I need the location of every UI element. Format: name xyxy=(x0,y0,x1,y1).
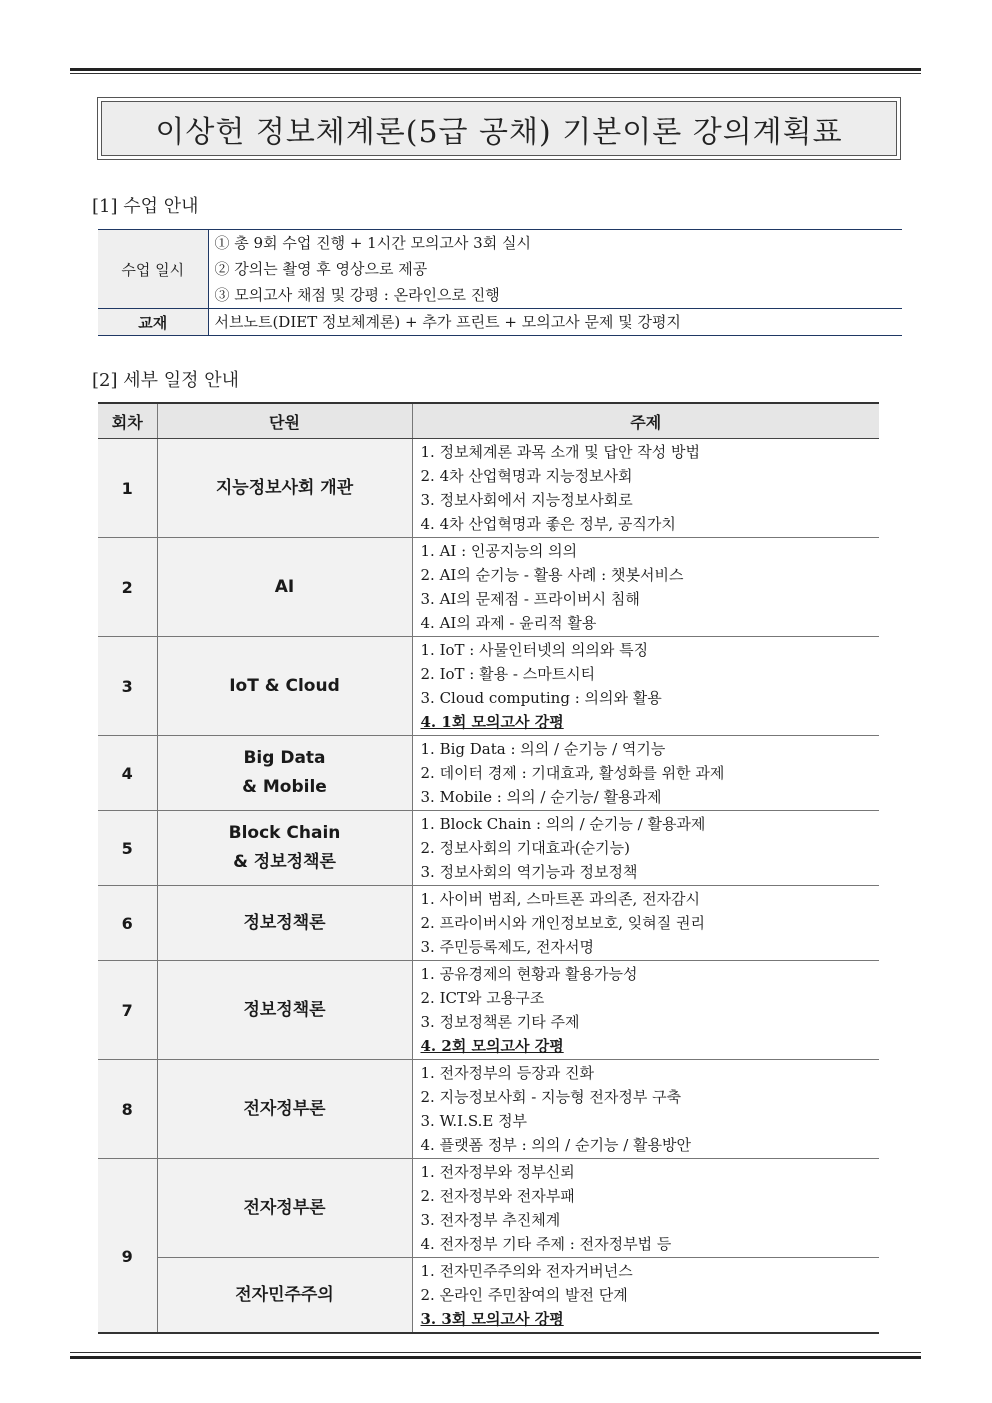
unit-title-line: Block Chain xyxy=(228,823,341,843)
topic-list xyxy=(412,886,879,961)
info-row xyxy=(98,230,902,309)
schedule-table xyxy=(98,402,879,1334)
topic-item: 2. 정보사회의 기대효과(순기능) xyxy=(420,839,630,857)
unit-title-line: 전자정부론 xyxy=(243,1098,326,1119)
topic-item: 1. Big Data : 의의 / 순기능 / 역기능 xyxy=(420,740,666,758)
topic-list xyxy=(412,1258,879,1334)
topic-item: 2. 온라인 주민참여의 발전 단계 xyxy=(420,1286,628,1304)
page-title: 이상헌 정보체계론(5급 공채) 기본이론 강의계획표 xyxy=(155,114,843,150)
topic-item: 3. 3회 모의고사 강평 xyxy=(420,1310,564,1328)
topic-item: 3. AI의 문제점 - 프라이버시 침해 xyxy=(420,590,640,608)
unit-title-line: 전자정부론 xyxy=(243,1197,326,1218)
unit-title xyxy=(157,811,412,886)
unit-title-line: 정보정책론 xyxy=(243,999,326,1020)
topic-item: 1. 전자민주주의와 전자거버넌스 xyxy=(420,1262,633,1280)
schedule-row xyxy=(98,637,879,736)
schedule-row xyxy=(98,1060,879,1159)
unit-title-line: & Mobile xyxy=(242,777,327,797)
schedule-row xyxy=(98,439,879,538)
unit-title xyxy=(157,439,412,538)
topic-item: 2. AI의 순기능 - 활용 사례 : 챗봇서비스 xyxy=(420,566,684,584)
unit-title xyxy=(157,961,412,1060)
top-rule-thin xyxy=(70,73,921,74)
topic-list xyxy=(412,961,879,1060)
unit-title-line: 지능정보사회 개관 xyxy=(215,477,354,498)
topic-item: 1. 공유경제의 현황과 활용가능성 xyxy=(420,965,638,983)
topic-item: 3. 주민등록제도, 전자서명 xyxy=(420,938,595,956)
info-value xyxy=(208,230,902,309)
info-line: ① 총 9회 수업 진행 + 1시간 모의고사 3회 실시 xyxy=(214,234,531,252)
info-label: 교재 xyxy=(98,309,208,336)
session-number: 8 xyxy=(98,1060,157,1159)
topic-item: 2. 데이터 경제 : 기대효과, 활성화를 위한 과제 xyxy=(420,764,725,782)
topic-item: 3. 정보사회의 역기능과 정보정책 xyxy=(420,863,638,881)
session-number: 3 xyxy=(98,637,157,736)
info-line: ② 강의는 촬영 후 영상으로 제공 xyxy=(214,260,428,278)
topic-item: 4. 1회 모의고사 강평 xyxy=(420,713,564,731)
schedule-header-row xyxy=(98,403,879,439)
unit-title-line: & 정보정책론 xyxy=(233,852,336,872)
topic-item: 1. 전자정부와 정부신뢰 xyxy=(420,1163,575,1181)
unit-title xyxy=(157,1258,412,1334)
topic-item: 2. 전자정부와 전자부패 xyxy=(420,1187,575,1205)
topic-item: 3. 정보정책론 기타 주제 xyxy=(420,1013,580,1031)
topic-list xyxy=(412,637,879,736)
topic-item: 3. Cloud computing : 의의와 활용 xyxy=(420,689,662,707)
topic-item: 1. IoT : 사물인터넷의 의의와 특징 xyxy=(420,641,649,659)
topic-list xyxy=(412,439,879,538)
class-info-table xyxy=(98,229,902,336)
topic-item: 1. 전자정부의 등장과 진화 xyxy=(420,1064,595,1082)
schedule-row xyxy=(98,961,879,1060)
schedule-row xyxy=(98,736,879,811)
section2-heading: [2] 세부 일정 안내 xyxy=(92,370,239,391)
session-number: 4 xyxy=(98,736,157,811)
schedule-row xyxy=(98,1258,879,1334)
header-no: 회차 xyxy=(98,403,157,439)
bottom-rule-thin xyxy=(70,1352,921,1353)
info-value xyxy=(208,309,902,336)
topic-item: 1. AI : 인공지능의 의의 xyxy=(420,542,578,560)
bottom-rule xyxy=(70,1356,921,1359)
topic-item: 4. 플랫폼 정부 : 의의 / 순기능 / 활용방안 xyxy=(420,1136,691,1154)
info-label: 수업 일시 xyxy=(98,230,208,309)
topic-item: 3. 전자정부 추진체계 xyxy=(420,1211,561,1229)
session-number: 5 xyxy=(98,811,157,886)
title-box xyxy=(97,97,901,160)
topic-item: 1. 사이버 범죄, 스마트폰 과의존, 전자감시 xyxy=(420,890,701,908)
topic-item: 3. Mobile : 의의 / 순기능/ 활용과제 xyxy=(420,788,662,806)
topic-item: 4. AI의 과제 - 윤리적 활용 xyxy=(420,614,597,632)
unit-title xyxy=(157,1060,412,1159)
topic-item: 2. 지능정보사회 - 지능형 전자정부 구축 xyxy=(420,1088,682,1106)
unit-title-line: 정보정책론 xyxy=(243,912,326,933)
topic-item: 4. 전자정부 기타 주제 : 전자정부법 등 xyxy=(420,1235,672,1253)
unit-title xyxy=(157,886,412,961)
header-unit: 단원 xyxy=(157,403,412,439)
section1-heading: [1] 수업 안내 xyxy=(92,196,199,217)
topic-item: 2. ICT와 고용구조 xyxy=(420,989,545,1007)
topic-item: 2. 4차 산업혁명과 지능정보사회 xyxy=(420,467,633,485)
session-number: 2 xyxy=(98,538,157,637)
topic-list xyxy=(412,736,879,811)
topic-list xyxy=(412,1159,879,1258)
unit-title xyxy=(157,538,412,637)
session-number: 6 xyxy=(98,886,157,961)
title-inner xyxy=(101,101,897,156)
schedule-row xyxy=(98,811,879,886)
topic-list xyxy=(412,1060,879,1159)
info-row xyxy=(98,309,902,336)
info-line: 서브노트(DIET 정보체계론) + 추가 프린트 + 모의고사 문제 및 강평지 xyxy=(214,313,681,331)
topic-item: 1. 정보체계론 과목 소개 및 답안 작성 방법 xyxy=(420,443,701,461)
session-number: 1 xyxy=(98,439,157,538)
topic-list xyxy=(412,538,879,637)
schedule-row xyxy=(98,538,879,637)
topic-list xyxy=(412,811,879,886)
topic-item: 3. W.I.S.E 정부 xyxy=(420,1112,528,1130)
info-line: ③ 모의고사 채점 및 강평 : 온라인으로 진행 xyxy=(214,286,500,304)
unit-title-line: Big Data xyxy=(243,748,326,768)
topic-item: 2. 프라이버시와 개인정보보호, 잊혀질 권리 xyxy=(420,914,705,932)
session-number: 7 xyxy=(98,961,157,1060)
unit-title-line: 전자민주주의 xyxy=(235,1284,334,1305)
unit-title xyxy=(157,1159,412,1258)
schedule-row xyxy=(98,1159,879,1258)
topic-item: 1. Block Chain : 의의 / 순기능 / 활용과제 xyxy=(420,815,706,833)
schedule-row xyxy=(98,886,879,961)
topic-item: 3. 정보사회에서 지능정보사회로 xyxy=(420,491,633,509)
header-topic: 주제 xyxy=(412,403,879,439)
unit-title xyxy=(157,736,412,811)
topic-item: 4. 2회 모의고사 강평 xyxy=(420,1037,564,1055)
unit-title-line: IoT & Cloud xyxy=(229,675,340,696)
topic-item: 4. 4차 산업혁명과 좋은 정부, 공직가치 xyxy=(420,515,676,533)
topic-item: 2. IoT : 활용 - 스마트시티 xyxy=(420,665,596,683)
session-number: 9 xyxy=(98,1159,157,1334)
unit-title xyxy=(157,637,412,736)
unit-title-line: AI xyxy=(274,576,295,597)
top-rule xyxy=(70,68,921,71)
